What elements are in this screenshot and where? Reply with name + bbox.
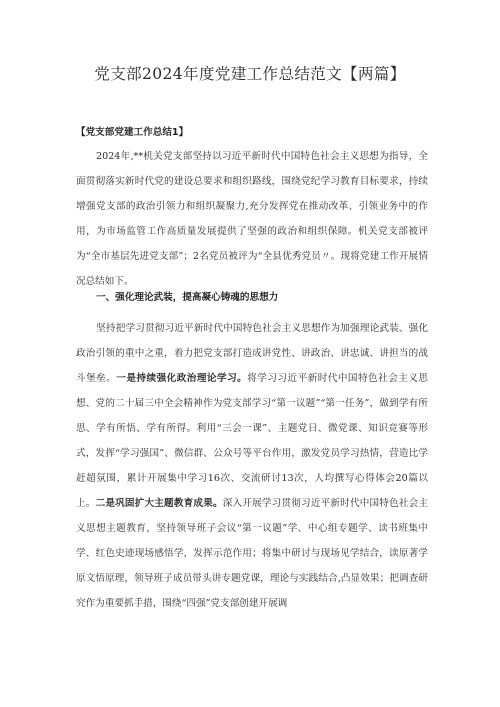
paragraph-2-emphasis-1: 一是持续强化政治理论学习。 <box>116 373 248 384</box>
document-title: 党支部2024年度党建工作总结范文【两篇】 <box>94 65 406 83</box>
paragraph-1 <box>76 144 428 294</box>
paragraph-2-text-2: 将学习习近平新时代中国特色社会主义思想、党的二十届三中全会精神作为党支部学习“第一议题”“第一任务”，做到学有所思、学有所悟、学有所得。利用“三会一课”、主题党日、微党课、知识竞赛等形式，发挥“学习强国”、微信群、公众号等平台作用，激发党员学习热情，营造比学赶超氛围，累计开展集中学习16次、交流研讨13次，人均撰写心得体会20篇以上。 <box>76 373 429 509</box>
paragraph-2-emphasis-2: 二是巩固扩大主题教育成果。 <box>95 498 223 509</box>
section-heading: 【党支部党建工作总结1】 <box>76 127 189 138</box>
subheading-theory: 一、强化理论武装，提高凝心铸魂的思想力 <box>96 292 279 303</box>
paragraph-2-text-1: 坚持把学习贯彻习近平新时代中国特色社会主义思想作为加强理论武装、强化政治引领的重中之重，着力把党支部打造成讲党性、讲政治、讲忠诚、讲担当的战斗堡垒。 <box>76 323 428 384</box>
paragraph-1-text: 2024年,**机关党支部坚持以习近平新时代中国特色社会主义思想为指导，全面贯彻落实新时代党的建设总要求和组织路线，围绕党纪学习教育目标要求，持续增强党支部的政治引领力和组织凝聚力,充分发挥党在推动改革、引领业务中的作用，为市场监管工作高质量发展提供了坚强的政治和组织保障。机关党支部被评为“全市基层先进党支部”；2名党员被评为“全县优秀党员〃。现将党建工作开展情况总结如下。 <box>76 151 428 287</box>
paragraph-2 <box>76 316 428 616</box>
paragraph-2-text-3: 深入开展学习贯彻习近平新时代中国特色社会主义思想主题教育，坚持领导班子会议“第一议题”学、中心组专题学、读书班集中学、红色史迹现场感悟学，发挥示范作用；将集中研讨与现场见学结合，读原著学原文悟原理，领导班子成员带头讲专题党课，理论与实践结合,凸显效果；把调查研究作为重要抓手措，围绕“四强”党支部创建开展调 <box>76 498 429 609</box>
